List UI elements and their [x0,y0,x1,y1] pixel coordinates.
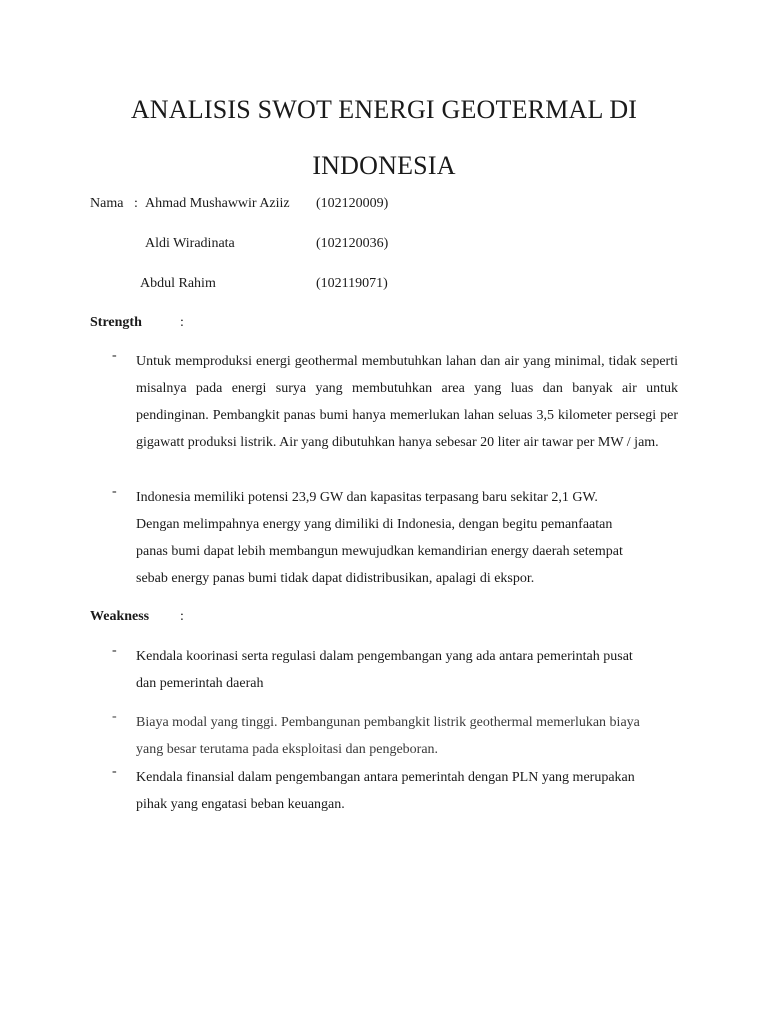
text-line: Kendala finansial dalam pengembangan antara pemerintah dengan PLN yang merupakan [136,770,635,785]
weakness-item-1-text [136,643,678,697]
strength-item-1-text [136,348,678,456]
text-line: Dengan melimpahnya energy yang dimiliki di Indonesia, dengan begitu pemanfaatan [136,517,613,532]
text-line: dan pemerintah daerah [136,676,264,691]
member-id-2: (102120036) [316,236,389,251]
name-separator: : [134,196,138,211]
strength-colon: : [180,315,184,330]
text-line: sebab energy panas bumi tidak dapat didistribusikan, apalagi di ekspor. [136,571,535,586]
member-name-3: Abdul Rahim [140,276,216,291]
text-line: Kendala koorinasi serta regulasi dalam pengembangan yang ada antara pemerintah pusat [136,649,633,664]
text-line: panas bumi dapat lebih membangun mewujudkan kemandirian energy daerah setempat [136,544,623,559]
text-line: seperti misalnya pada energi surya yang membutuhkan area yang luas dan banyak air [136,354,678,396]
member-name-1: Ahmad Mushawwir Aziiz [145,196,290,211]
bullet-dash: - [112,764,117,779]
weakness-item-2-text [136,709,678,763]
strength-item-2-text [136,484,678,592]
weakness-heading: Weakness [90,609,150,624]
name-label: Nama [90,196,124,211]
text-line: kilometer persegi per gigawatt produksi listrik. Air yang dibutuhkan hanya sebesar 20 [136,408,679,450]
text-line: Indonesia memiliki potensi 23,9 GW dan kapasitas terpasang baru sekitar 2,1 GW. [136,490,598,505]
bullet-dash: - [112,709,117,724]
title-line-2: INDONESIA [312,151,456,180]
text-line: pihak yang engatasi beban keuangan. [136,797,345,812]
weakness-item-3-text [136,764,678,818]
text-line: yang besar terutama pada eksploitasi dan pengeboran. [136,742,439,757]
weakness-colon: : [180,609,184,624]
weakness-item-2 [90,709,678,763]
member-name-2: Aldi Wiradinata [145,236,235,251]
member-id-1: (102120009) [316,196,389,211]
bullet-dash: - [112,348,117,363]
weakness-item-1 [90,643,678,697]
text-line: liter air tawar per MW / jam. [497,435,659,450]
document-title [90,82,678,194]
member-id-3: (102119071) [316,276,388,291]
text-line: untuk pendinginan. Pembangkit panas bumi hanya memerlukan lahan seluas 3,5 [136,381,678,423]
weakness-item-3 [90,764,678,818]
bullet-dash: - [112,484,117,499]
text-line: Untuk memproduksi energi geothermal membutuhkan lahan dan air yang minimal, tidak [136,354,637,369]
strength-item-1 [90,348,678,456]
text-line: Biaya modal yang tinggi. Pembangunan pembangkit listrik geothermal memerlukan biaya [136,715,640,730]
strength-item-2 [90,484,678,592]
title-line-1: ANALISIS SWOT ENERGI GEOTERMAL DI [130,95,638,124]
strength-heading: Strength [90,315,142,330]
bullet-dash: - [112,643,117,658]
